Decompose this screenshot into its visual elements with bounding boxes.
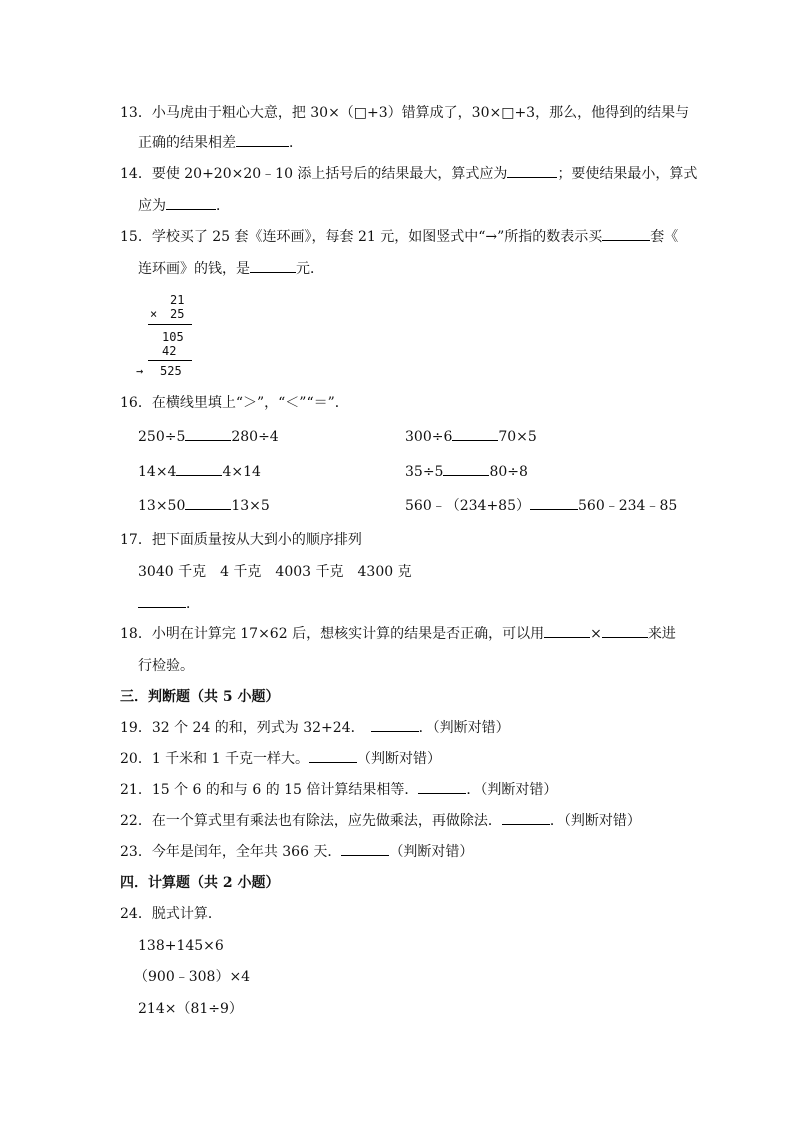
- q16-item-1-blank[interactable]: [185, 428, 231, 441]
- q16-item-3-blank[interactable]: [176, 463, 222, 476]
- q16-item-1-left: 250÷5: [138, 429, 186, 445]
- q15-text1: 15．学校买了 25 套《连环画》，每套 21 元，如图竖式中“→”所指的数表示买: [120, 229, 603, 245]
- q18-line1: [120, 625, 676, 643]
- q19-hint: ．（判断对错）: [418, 720, 510, 736]
- q18-text1: 18．小明在计算完 17×62 后，想核实计算的结果是否正确，可以用: [120, 626, 545, 642]
- q20-hint: （判断对错）: [356, 751, 441, 767]
- q14-line2: [138, 197, 230, 215]
- q24-item-2: （900﹣308）×4: [134, 969, 251, 985]
- q13-line1: 13．小马虎由于粗心大意，把 30×（□+3）错算成了，30×□+3，那么，他得到的结果与: [120, 105, 690, 121]
- q16-item-4-left: 35÷5: [405, 464, 444, 480]
- q24-item-3: 214×（81÷9）: [138, 1001, 243, 1017]
- q14-text3: 应为: [138, 198, 166, 214]
- section-3-title: 三．判断题（共 5 小题）: [120, 689, 280, 705]
- q16-item-2: [405, 428, 537, 446]
- q17-title: 17．把下面质量按从大到小的顺序排列: [120, 532, 362, 548]
- q20-answer-blank[interactable]: [309, 750, 357, 763]
- q16-item-6-left: 560﹣（234+85）: [405, 498, 530, 514]
- q16-item-4: [405, 463, 528, 481]
- calc-rule-2: [148, 360, 192, 361]
- q21-answer-blank[interactable]: [418, 781, 466, 794]
- q16-item-3-left: 14×4: [138, 464, 177, 480]
- q14-end: ．: [216, 198, 230, 214]
- q23: [120, 843, 473, 861]
- q16-item-5-right: 13×5: [231, 498, 270, 514]
- q24-item-1: 138+145×6: [138, 938, 224, 954]
- q16-item-6: [405, 497, 677, 515]
- q15-text3: 连环画》的钱，是: [138, 261, 250, 277]
- q16-item-1: [138, 428, 279, 446]
- q21-hint: ．（判断对错）: [466, 782, 558, 798]
- q22-text: 22．在一个算式里有乘法也有除法，应先做乘法，再做除法．: [120, 813, 502, 829]
- q22-answer-blank[interactable]: [502, 812, 550, 825]
- q15-line2: [138, 260, 324, 278]
- q23-text: 23．今年是闰年，全年共 366 天．: [120, 844, 342, 860]
- q21-text: 21．15 个 6 的和与 6 的 15 倍计算结果相等．: [120, 782, 419, 798]
- q22-hint: ．（判断对错）: [549, 813, 641, 829]
- q18-answer-blank-1[interactable]: [544, 625, 590, 638]
- q14-text1: 14．要使 20+20×20﹣10 添上括号后的结果最大，算式应为: [120, 166, 508, 182]
- q20-text: 20．1 千米和 1 千克一样大。: [120, 751, 309, 767]
- calc-partial-2: 42: [162, 344, 177, 358]
- q23-hint: （判断对错）: [389, 844, 474, 860]
- q15-line1: [120, 228, 678, 246]
- q17-answer-blank[interactable]: [138, 595, 186, 608]
- q14-answer-blank-min[interactable]: [166, 197, 216, 210]
- q16-item-2-blank[interactable]: [452, 428, 498, 441]
- q16-item-2-right: 70×5: [498, 429, 537, 445]
- q16-title: 16．在横线里填上“＞”，“＜”“＝”．: [120, 395, 349, 411]
- q18-text2: 来进: [647, 626, 676, 642]
- q18-answer-blank-2[interactable]: [602, 625, 648, 638]
- q16-item-5: [138, 497, 270, 515]
- calc-partial-1: 105: [162, 330, 184, 344]
- q17-items: 3040 千克 4 千克 4003 千克 4300 克: [138, 564, 412, 580]
- calc-rule-1: [148, 324, 192, 325]
- q13-text: 正确的结果相差: [138, 135, 236, 151]
- q14-text2: ；要使结果最小，算式: [557, 166, 698, 182]
- q16-item-3: [138, 463, 261, 481]
- q19-answer-blank[interactable]: [371, 719, 419, 732]
- q16-item-5-blank[interactable]: [185, 497, 231, 510]
- q15-answer-blank-money[interactable]: [250, 260, 296, 273]
- q19: [120, 719, 510, 737]
- q16-item-5-left: 13×50: [138, 498, 186, 514]
- q15-answer-blank-sets[interactable]: [602, 228, 650, 241]
- q16-item-6-right: 560﹣234﹣85: [578, 498, 678, 514]
- q15-text2: 套《: [650, 229, 679, 245]
- section-4-title: 四．计算题（共 2 小题）: [120, 875, 280, 891]
- q13-answer-blank[interactable]: [236, 134, 289, 147]
- q15-end: 元．: [296, 261, 324, 277]
- q21: [120, 781, 557, 799]
- q16-item-4-blank[interactable]: [443, 463, 489, 476]
- q14-answer-blank-max[interactable]: [507, 165, 557, 178]
- q18-times: ×: [590, 626, 602, 642]
- q20: [120, 750, 441, 768]
- arrow-icon: →: [136, 364, 144, 378]
- calc-multiplier: 25: [170, 307, 185, 321]
- q22: [120, 812, 641, 830]
- q24-title: 24．脱式计算．: [120, 906, 222, 922]
- q23-answer-blank[interactable]: [341, 843, 389, 856]
- q13-line2: [138, 134, 303, 152]
- q17-end: ．: [186, 596, 200, 612]
- q16-item-6-blank[interactable]: [530, 497, 578, 510]
- calc-multiplicand: 21: [170, 293, 185, 307]
- q16-item-3-right: 4×14: [222, 464, 261, 480]
- q17-answer-line: [138, 595, 200, 613]
- q16-item-1-right: 280÷4: [231, 429, 279, 445]
- q18-line2: 行检验。: [138, 658, 194, 674]
- q13-end: ．: [289, 135, 303, 151]
- q16-item-4-right: 80÷8: [489, 464, 528, 480]
- q14-line1: [120, 165, 697, 183]
- calc-total: 525: [160, 364, 182, 378]
- q19-text: 19．32 个 24 的和，列式为 32+24．: [120, 720, 365, 736]
- q16-item-2-left: 300÷6: [405, 429, 453, 445]
- calc-times-sign: ×: [150, 307, 158, 321]
